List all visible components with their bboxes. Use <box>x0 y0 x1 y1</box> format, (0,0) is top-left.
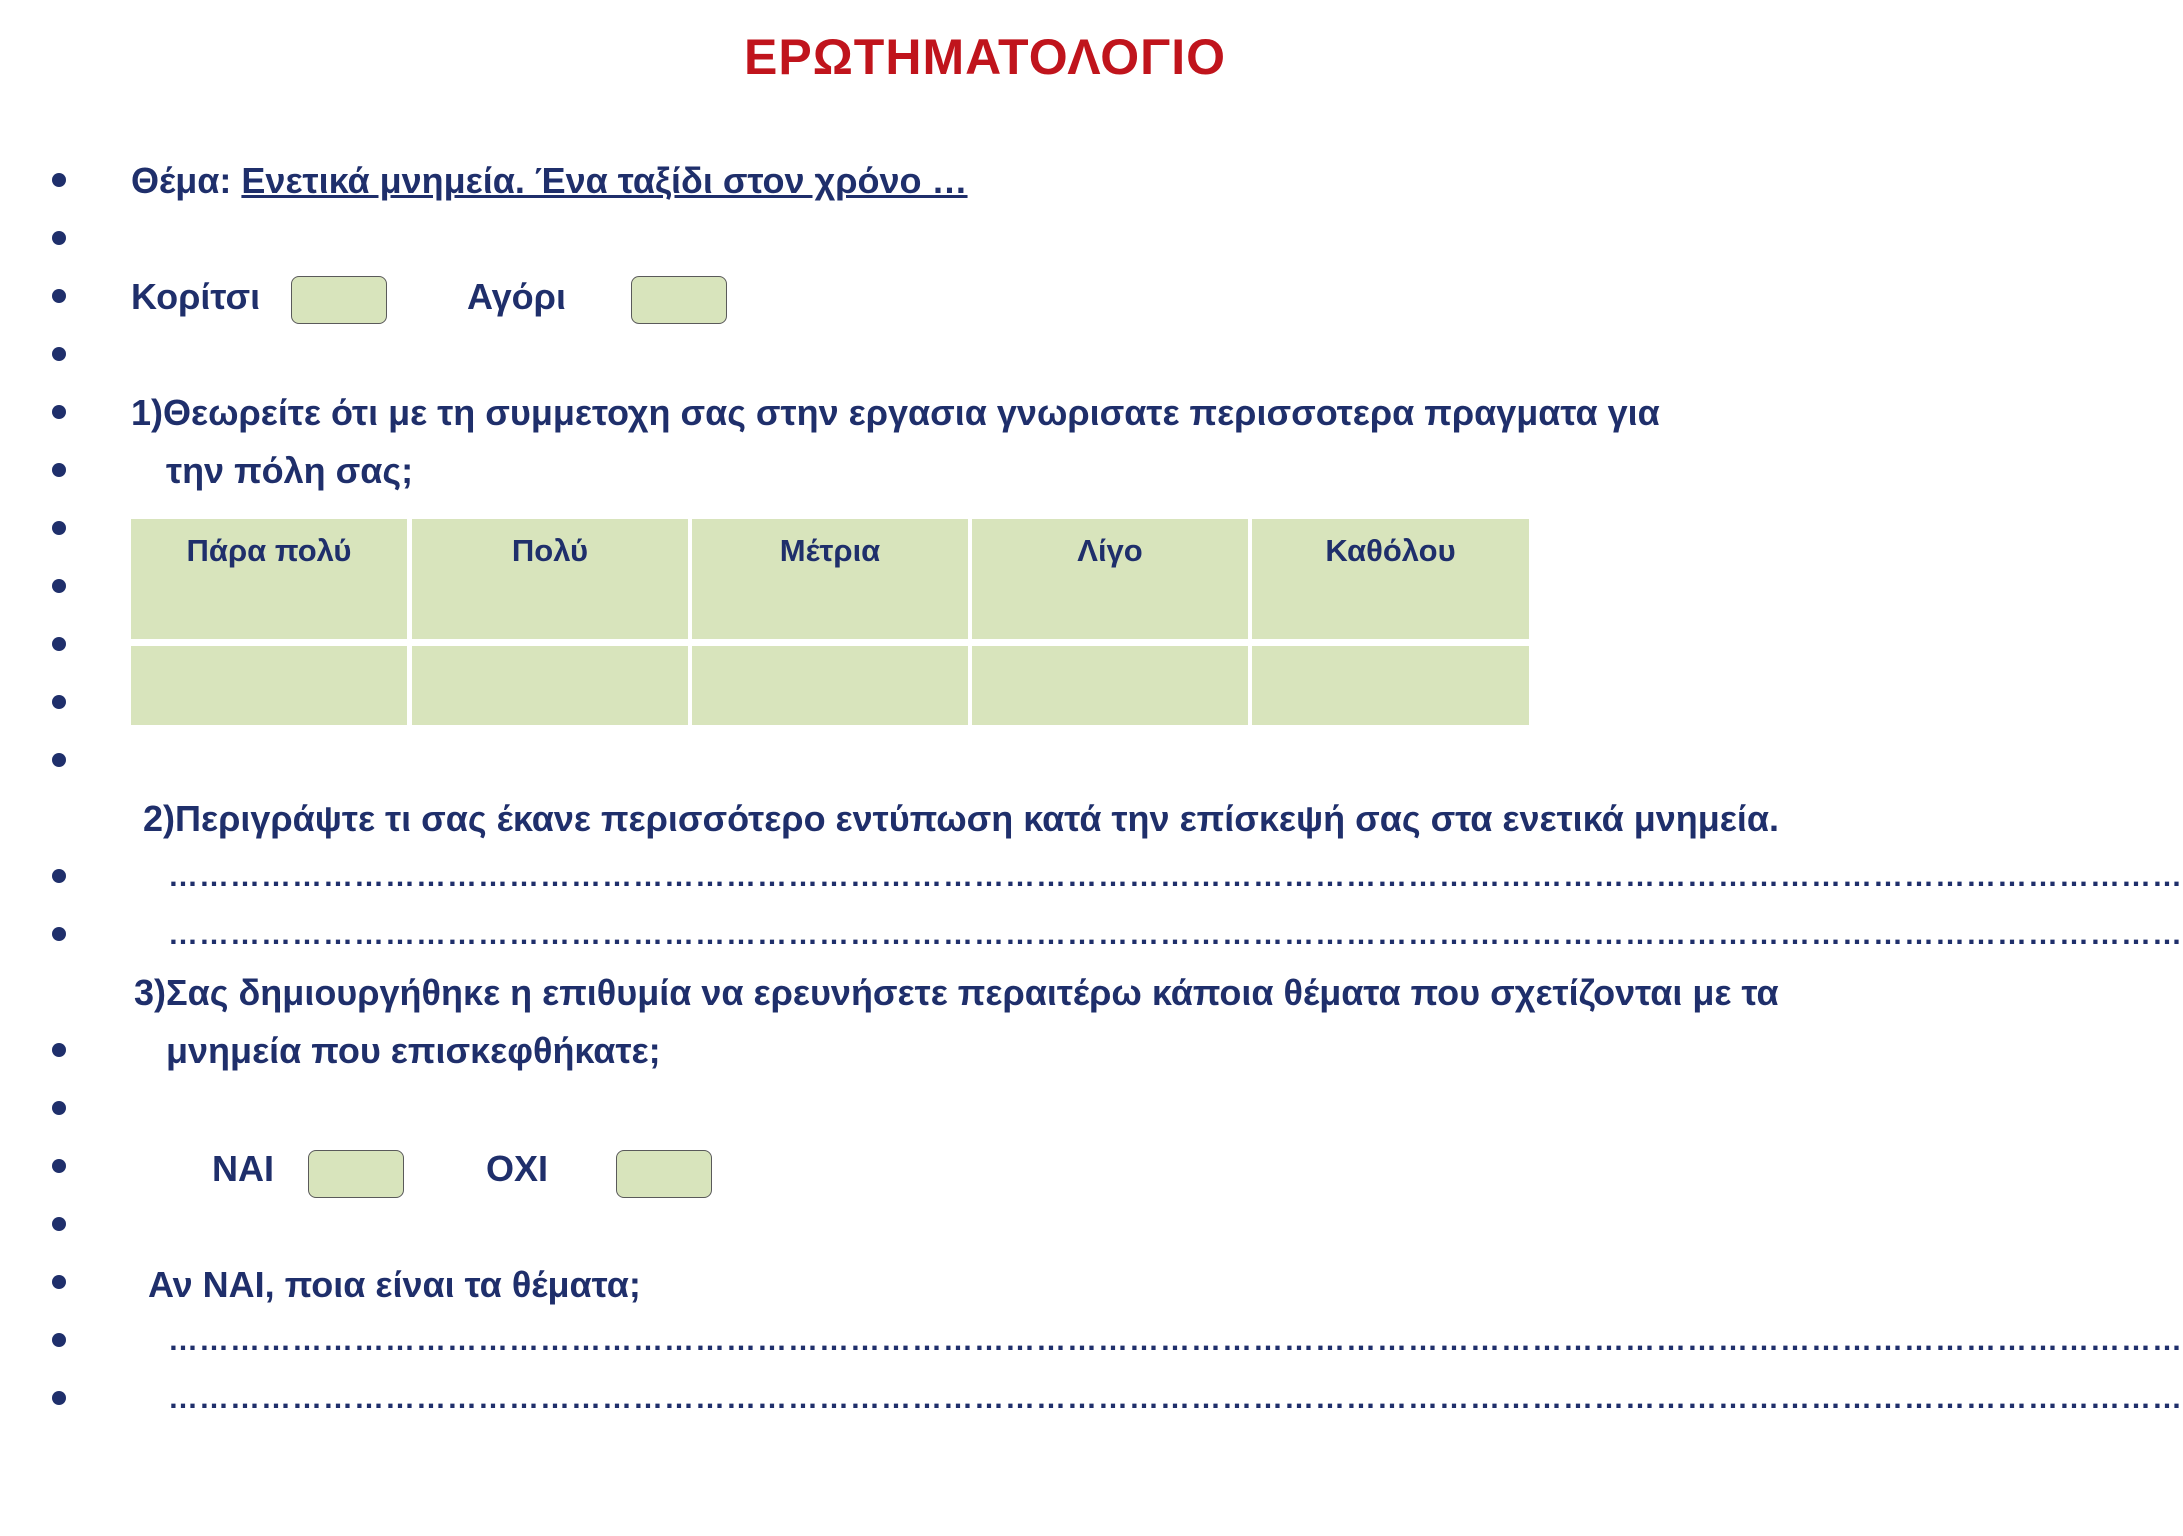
question-1-line-1: 1)Θεωρείτε ότι με τη συμμετοχη σας στην εργασια γνωρισατε περισσοτερα πραγματα για <box>131 392 1660 433</box>
bullet <box>52 1101 66 1115</box>
question-3-line-1: 3)Σας δημιουργήθηκε η επιθυμία να ερευνήσετε περαιτέρω κάποια θέματα που σχετίζονται με τα <box>134 972 1779 1013</box>
column-label: Πάρα πολύ <box>186 533 352 568</box>
question-3-line-2: μνημεία που επισκεφθήκατε; <box>166 1030 661 1071</box>
header-cell-much <box>412 519 688 639</box>
topic-label: Θέμα: <box>131 160 232 201</box>
answer-line[interactable]: …………………………………………………………………………………………………………………………………………………………………………… <box>168 1324 2183 1357</box>
question-2: 2)Περιγράψτε τι σας έκανε περισσότερο εντύπωση κατά την επίσκεψή σας στα ενετικά μνημεία. <box>143 798 1779 839</box>
page-title: ΕΡΩΤΗΜΑΤΟΛΟΓΙΟ <box>744 29 1226 85</box>
header-cell-moderate <box>692 519 968 639</box>
bullet <box>52 579 66 593</box>
bullet <box>52 1275 66 1289</box>
column-label: Πολύ <box>511 533 589 568</box>
bullet <box>52 1043 66 1057</box>
bullet <box>52 521 66 535</box>
boy-label: Αγόρι <box>467 276 566 317</box>
answer-cell-little[interactable] <box>972 646 1248 725</box>
yes-checkbox[interactable] <box>308 1150 404 1198</box>
topic-line <box>131 160 968 202</box>
boy-checkbox[interactable] <box>631 276 727 324</box>
answer-line[interactable]: …………………………………………………………………………………………………………………………………………………………………………… <box>168 918 2183 951</box>
bullet <box>52 637 66 651</box>
bullet <box>52 927 66 941</box>
answer-line[interactable]: …………………………………………………………………………………………………………………………………………………………………………… <box>168 1382 2183 1415</box>
bullet <box>52 231 66 245</box>
rating-table <box>131 519 1529 725</box>
answer-cell-very-much[interactable] <box>131 646 407 725</box>
bullet <box>52 869 66 883</box>
bullet <box>52 1391 66 1405</box>
bullet <box>52 289 66 303</box>
yes-label: ΝΑΙ <box>212 1148 274 1189</box>
bullet <box>52 1217 66 1231</box>
header-cell-not-at-all <box>1252 519 1529 639</box>
bullet <box>52 1159 66 1173</box>
header-cell-little <box>972 519 1248 639</box>
question-1-line-2: την πόλη σας; <box>166 450 414 491</box>
answer-cell-moderate[interactable] <box>692 646 968 725</box>
answer-cell-much[interactable] <box>412 646 688 725</box>
bullet <box>52 347 66 361</box>
girl-label: Κορίτσι <box>131 276 261 317</box>
column-label: Μέτρια <box>779 533 881 568</box>
column-label: Καθόλου <box>1325 533 1456 568</box>
bullet <box>52 695 66 709</box>
bullet <box>52 173 66 187</box>
no-checkbox[interactable] <box>616 1150 712 1198</box>
bullet <box>52 405 66 419</box>
girl-checkbox[interactable] <box>291 276 387 324</box>
bullet <box>52 753 66 767</box>
bullet <box>52 1333 66 1347</box>
header-cell-very-much <box>131 519 407 639</box>
topic-value: Ενετικά μνημεία. Ένα ταξίδι στον χρόνο … <box>241 160 968 201</box>
no-label: ΟΧΙ <box>486 1148 549 1189</box>
answer-line[interactable]: …………………………………………………………………………………………………………………………………………………………………………… <box>168 860 2183 893</box>
bullet <box>52 463 66 477</box>
column-label: Λίγο <box>1077 533 1143 568</box>
question-3-followup: Αν ΝΑΙ, ποια είναι τα θέματα; <box>148 1264 641 1305</box>
answer-cell-not-at-all[interactable] <box>1252 646 1529 725</box>
